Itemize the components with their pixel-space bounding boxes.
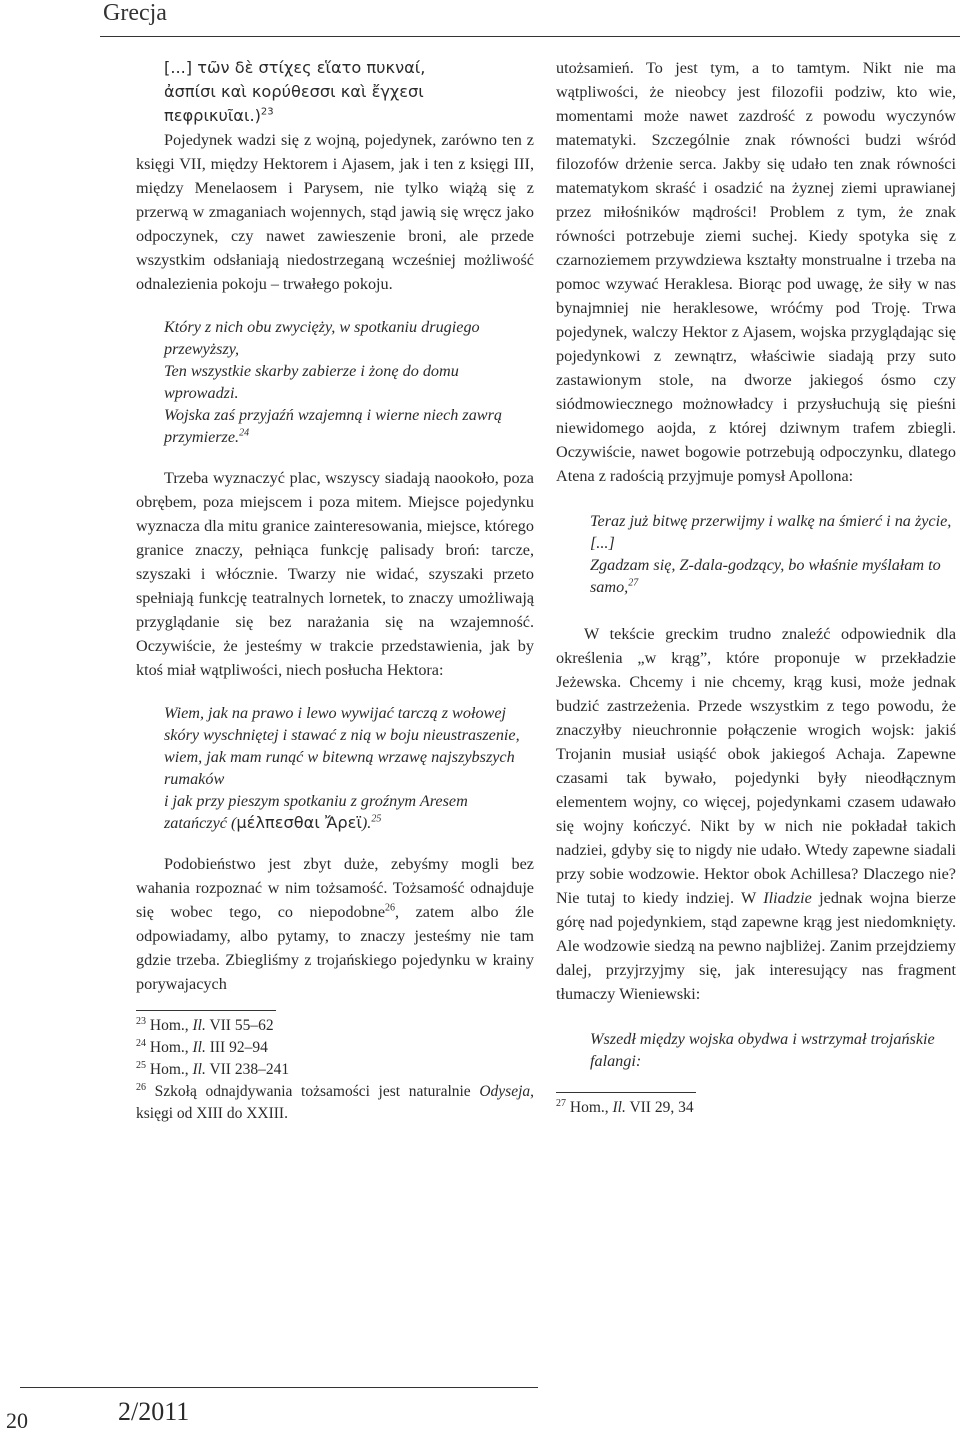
verse-quote bbox=[136, 702, 534, 834]
page-number: 20 bbox=[6, 1408, 28, 1433]
running-header: Grecja bbox=[103, 0, 167, 26]
verse-line: zatańczyć (μέλπεσθαι Ἄρεϊ).$^{25}$ bbox=[164, 813, 382, 832]
footnote-ref: 26 bbox=[385, 902, 396, 914]
verse-quote bbox=[136, 316, 534, 448]
footnote-ref: 23 bbox=[260, 106, 274, 118]
verse-line: Który z nich obu zwycięży, w spotkaniu drugiego przewyższy, bbox=[164, 318, 480, 358]
verse-line: Teraz już bitwę przerwijmy i walkę na śmierć i na życie, bbox=[590, 512, 952, 530]
footnote: $^{23}$ Hom., Il. VII 55–62 bbox=[136, 1015, 274, 1034]
paragraph: Trzeba wyznaczyć plac, wszyscy siadają naookoło, poza obrębem, poza miejscem i poza mitem. Miejsce pojedynku wyznacza dla mitu granice zainteresowania, miejsce, którego granice znaczy, pełniąca funkcję palisady broń: tarcze, szyszaki i włócznie. Twarzy nie widać, szyszaki przeto spełniają funkcję teatralnych lornetek, to znaczy umożliwają przyglądanie się bez narażania się na wzajemność. Oczywiście, że jesteśmy w trakcie przedstawienia, jak by ktoś miał wątpliwości, niech posłucha Hektora: bbox=[136, 469, 534, 679]
verse-quote bbox=[556, 510, 956, 598]
footnotes bbox=[136, 1010, 534, 1125]
verse-line: wiem, jak mam runąć w bitewną wrzawę najszybszych rumaków bbox=[164, 748, 515, 788]
greek-line-1: [...] τῶν δὲ στίχες εἵατο πυκναί, bbox=[164, 58, 426, 77]
left-column bbox=[136, 56, 534, 1125]
footnotes bbox=[556, 1092, 956, 1119]
footnote: $^{27}$ Hom., Il. VII 29, 34 bbox=[556, 1097, 694, 1116]
verse-line: [...] bbox=[590, 534, 615, 552]
issue-number: 2/2011 bbox=[118, 1397, 190, 1426]
footnote-ref: 25 bbox=[371, 813, 382, 825]
paragraph: W tekście greckim trudno znaleźć odpowiednik dla określenia „w krąg”, które proponuje w przekładzie Jeżewska. Chcemy i nie chcemy, krąg kusi, może jednak budzić zastrzeżenia. Przede wszystkim z tego powodu, że znaczyłby nieuchronnie połączenie wrogich wojsk: jakiś Trojanin musiał usiąść obok jakiegoś Achaja. Zapewne czasami tak bywało, pojedynki były nieodłącznym elementem wojny, co więcej, pojedynkami czasem udawało się wojny kończyć. Nikt by w nich nie pokładał takich nadziei, gdyby się to nigdy nie udało. Wtedy zapewne siadali przy sobie wodzowie. Hektor obok Achillesa? Dlaczego nie? Nie tutaj to kiedy indziej. W Iliadzie jednak wojna bierze górę nad pojedynkiem, stąd zapewne krąg jest niedomknięty. Ale wodzowie siedzą na pewno najbliżej. Zanim przejdziemy dalej, przyjrzyjmy się, jak interesujący nas fragment tłumaczy Wieniewski: bbox=[556, 625, 956, 1003]
footnote-rule bbox=[556, 1092, 696, 1093]
verse-line: Wiem, jak na prawo i lewo wywijać tarczą z wołowej bbox=[164, 704, 507, 722]
paragraph: utożsamień. To jest tym, a to tamtym. Nikt nie ma wątpliwości, że nieobcy jest filozofii podziw, kto wie, momentami może nawet zazdrość z powodu wyczynów matematyki. Szczególnie znak równości budzi wśród filozofów drżenie serca. Jakby się udało ten znak równości matematykom skraść i osadzić na żyznej ziemi uprawianej przez miłośników mądrości! Problem z tym, że znak równości potrzebuje ziemi suchej. Kiedy spotyka się z czarnoziemem przywdziewa kształty monstrualne i trzeba na pomoc wzywać Heraklesa. Biorąc pod uwagę, że siły w nas bynajmniej nie heraklesowe, wróćmy pod Troję. Trwa pojedynek, walczy Hektor z Ajasem, wojska przyglądając się pojedynkowi z zewnątrz, właściwie siadają przy suto zastawionym stole, na dworze jakiegoś ósmo czy siódmowiecznego możnowładcy i przysłuchują się pieśni niewidomego aojda, z której dziwnym trafem zbiegli. Oczywiście, nawet bogowie potrzebują odpoczynku, dlatego Atena z radością przyjmuje pomysł Apollona: bbox=[556, 59, 956, 485]
footnote: $^{24}$ Hom., Il. III 92–94 bbox=[136, 1037, 268, 1056]
verse-line: Ten wszystkie skarby zabierze i żonę do domu wprowadzi. bbox=[164, 362, 459, 402]
paragraph: Podobieństwo jest zbyt duże, zebyśmy mogli bez wahania rozpoznać w nim tożsamość. Tożsamość odnajduje się wobec tego, co niepodobne$^{26}$, zatem albo źle odpowiadamy, albo pytamy, to znaczy jesteśmy nie tam gdzie trzeba. Zbiegliśmy z trojańskiego pojedynku w krainy porywajacych bbox=[136, 855, 534, 993]
footnote-ref: 24 bbox=[239, 427, 250, 439]
footnote: $^{26}$ Szkołą odnajdywania tożsamości jest naturalnie Odyseja, księgi od XIII do XXIII. bbox=[136, 1081, 535, 1122]
footer-rule bbox=[20, 1387, 538, 1388]
verse-line: Wojska zaś przyjaźń wzajemną i wierne niech zawrą przymierze.$^{24}$ bbox=[164, 406, 502, 446]
verse-line: Zgadzam się, Z-dala-godzący, bo właśnie myślałam to samo,$^{27}$ bbox=[590, 556, 941, 596]
footnote-rule bbox=[136, 1010, 276, 1011]
paragraph: Pojedynek wadzi się z wojną, pojedynek, zarówno ten z księgi VII, między Hektorem i Ajasem, jak i ten z księgi III, między Menelaosem i Parysem, nie tylko wiążą się z przerwą w zmaganiach wojennych, stąd jawią się wręcz jako odpoczynek, czy nawet zawieszenie broni, ale przede wszystkim odsłaniają niedostrzeganą wcześniej możliwość odnalezienia pokoju – trwałego pokoju. bbox=[136, 131, 534, 293]
right-column bbox=[556, 56, 956, 1119]
greek-line-2: ἀσπίσι καὶ κορύθεσσι καὶ ἔγχεσι bbox=[164, 82, 424, 101]
greek-line-3: πεφρικυῖαι.)$^{23}$ bbox=[164, 106, 274, 125]
footnote-ref: 27 bbox=[628, 577, 639, 589]
greek-quote bbox=[136, 56, 534, 128]
header-rule bbox=[100, 36, 960, 37]
verse-line: Wszedł między wojska obydwa i wstrzymał trojańskie falangi: bbox=[590, 1030, 935, 1070]
verse-line: i jak przy pieszym spotkaniu z groźnym Aresem bbox=[164, 792, 468, 810]
footnote: $^{25}$ Hom., Il. VII 238–241 bbox=[136, 1059, 290, 1078]
verse-line: skóry wyschniętej i stawać z nią w boju nieustraszenie, bbox=[164, 726, 520, 744]
verse-quote bbox=[556, 1028, 956, 1072]
